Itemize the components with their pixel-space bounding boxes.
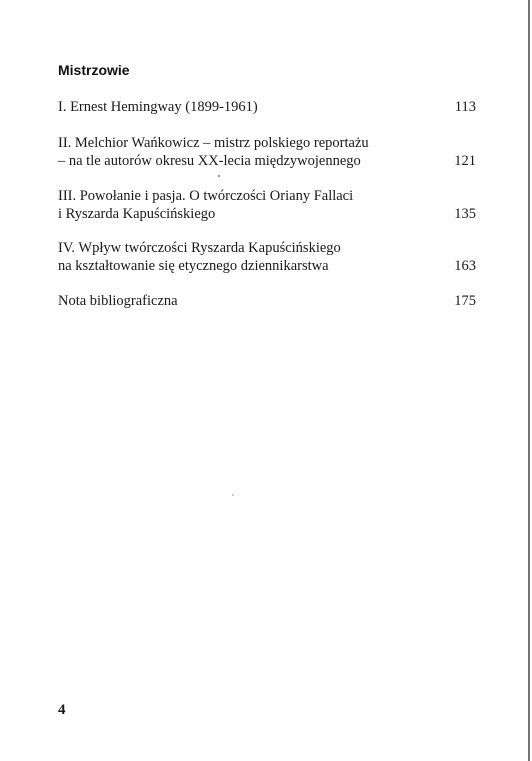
toc-entry-5: [58, 292, 476, 310]
toc-entry-page: 175: [454, 293, 476, 309]
toc-entry-title-line: Nota bibliograficzna: [58, 293, 178, 309]
toc-entry-title-line: III. Powołanie i pasja. O twórczości Oriany Fallaci: [58, 188, 354, 204]
toc-entry-title-line: II. Melchior Wańkowicz – mistrz polskiego reportażu: [58, 135, 369, 151]
toc-entry-2: [58, 134, 476, 170]
toc-entry-page: 113: [454, 99, 476, 115]
toc-entry-1: [58, 98, 476, 116]
section-heading: Mistrzowie: [58, 62, 130, 78]
toc-entry-title: [58, 134, 418, 170]
toc-entry-title-line: i Ryszarda Kapuścińskiego: [58, 206, 216, 222]
toc-entry-title: [58, 239, 418, 275]
toc-entry-title: [58, 98, 418, 116]
toc-entry-title-line: IV. Wpływ twórczości Ryszarda Kapuścińskiego: [58, 240, 341, 256]
scan-speck: [232, 494, 234, 496]
toc-entry-title: [58, 292, 418, 310]
toc-entry-title-line: – na tle autorów okresu XX-lecia międzywojennego: [58, 153, 361, 169]
toc-entry-page: 163: [454, 258, 476, 274]
toc-entry-3: [58, 187, 476, 223]
toc-entry-title: [58, 187, 418, 223]
toc-entry-4: [58, 239, 476, 275]
page-number: 4: [58, 702, 66, 718]
toc-entry-title-line: na kształtowanie się etycznego dziennikarstwa: [58, 258, 329, 274]
page-edge-shadow: [528, 0, 530, 761]
scan-speck: [218, 175, 220, 177]
toc-entry-title-line: I. Ernest Hemingway (1899-1961): [58, 99, 258, 115]
toc-entry-page: 121: [454, 153, 476, 169]
toc-entry-page: 135: [454, 206, 476, 222]
